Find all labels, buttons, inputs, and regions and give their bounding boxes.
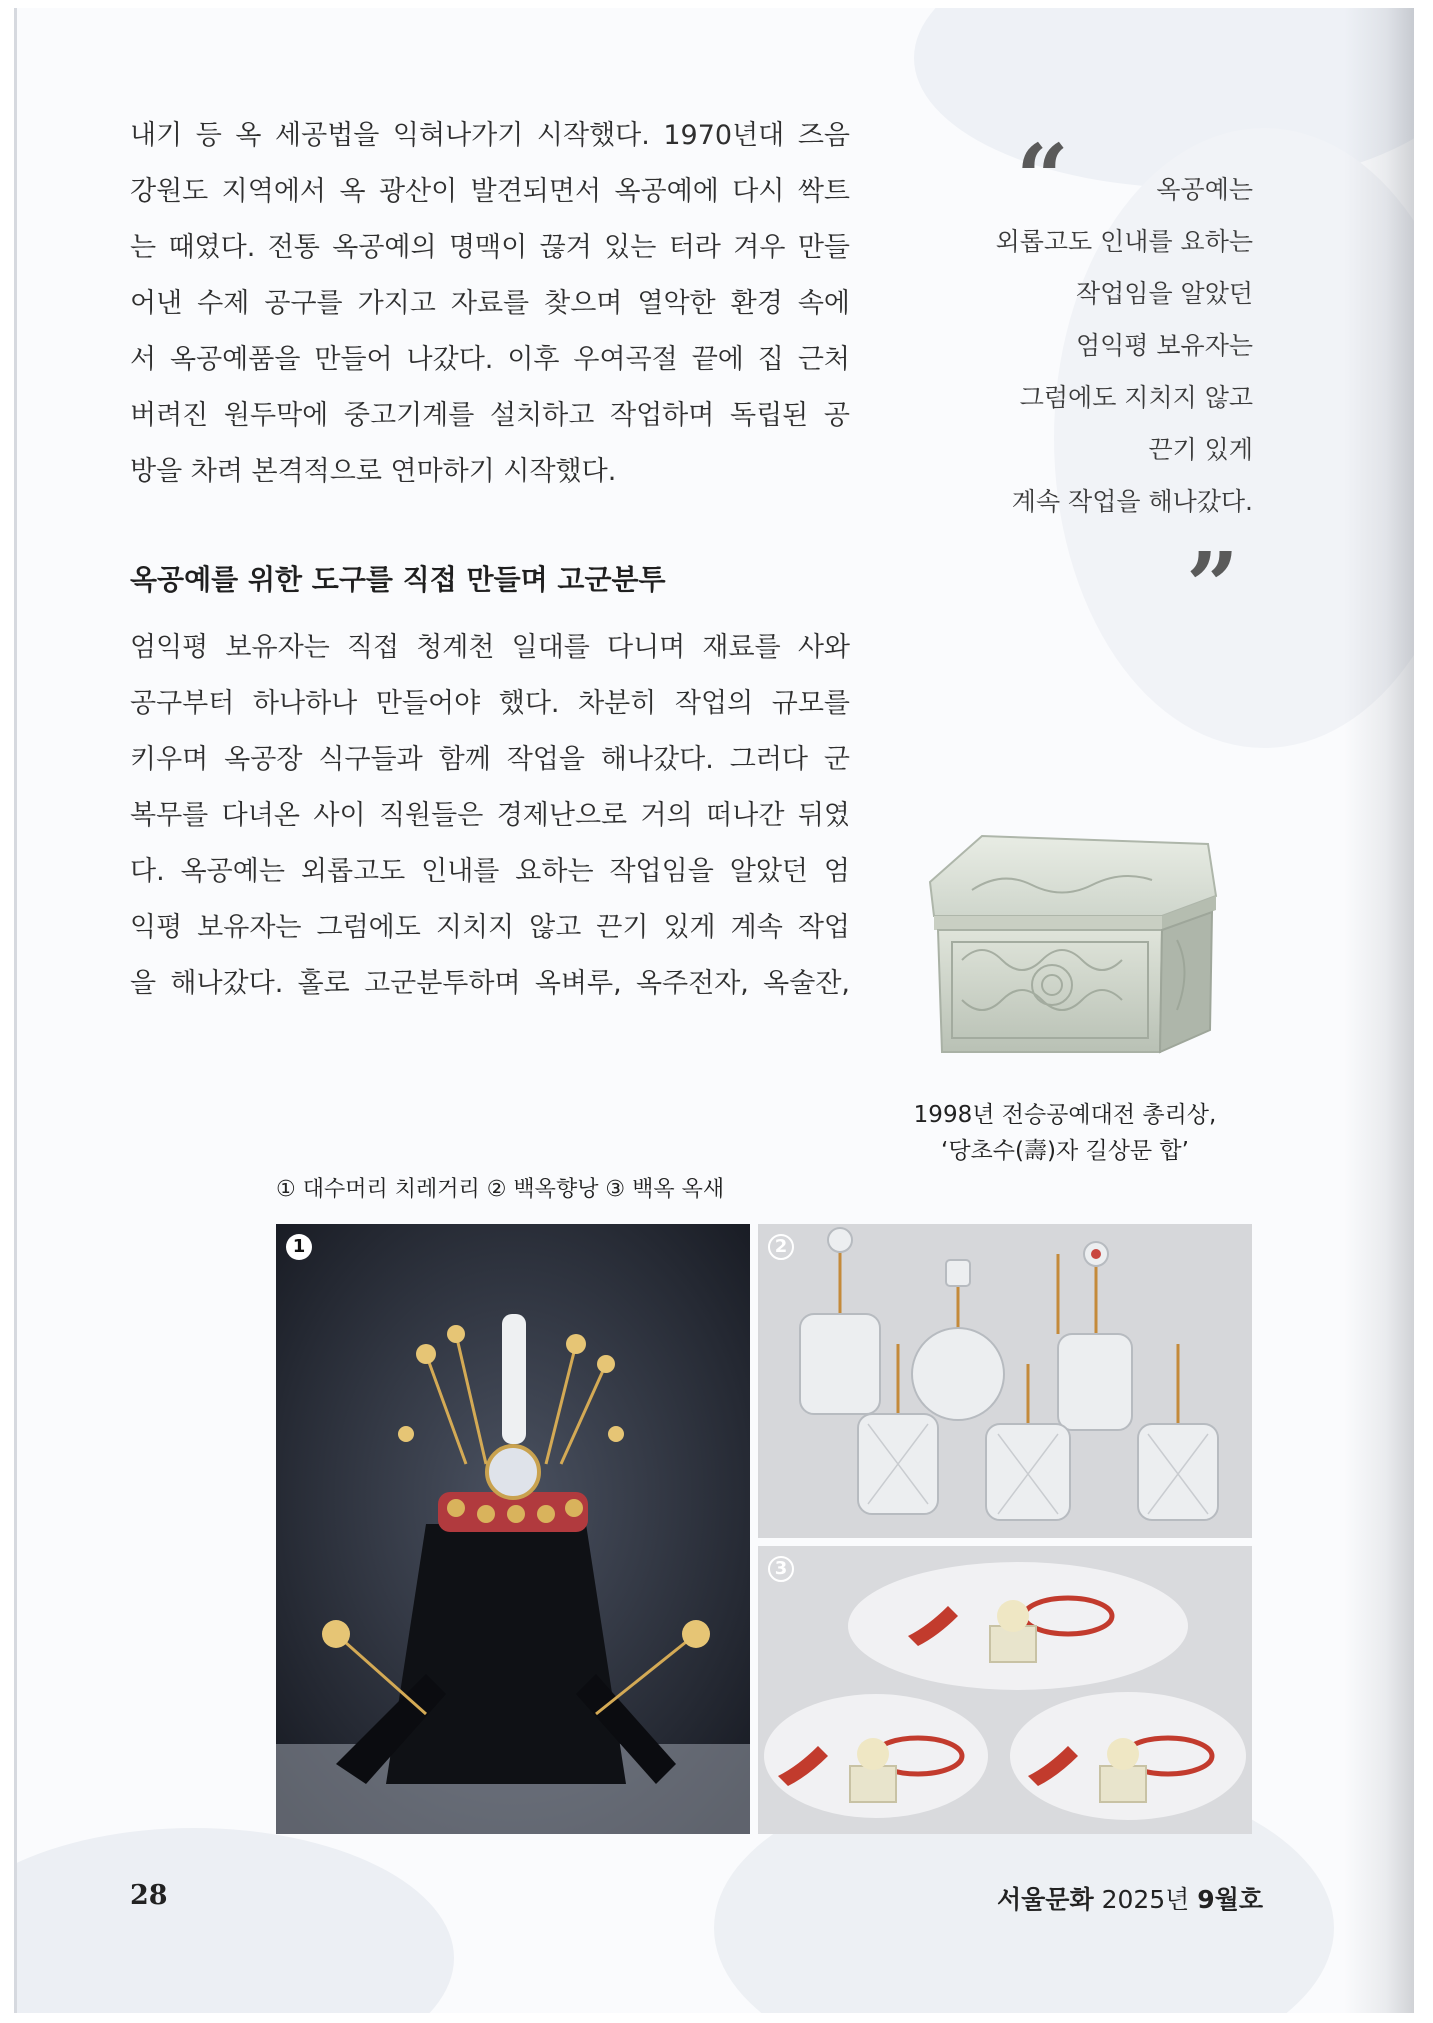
photo-number-badge: 2 bbox=[768, 1234, 794, 1260]
body-text-top bbox=[130, 108, 850, 500]
text-line: 엄익평 보유자는 직접 청계천 일대를 다니며 재료를 사와 bbox=[130, 632, 850, 663]
text-line: 강원도 지역에서 옥 광산이 발견되면서 옥공예에 다시 싹트 bbox=[130, 176, 850, 207]
pull-quote-line: 엄익평 보유자는 bbox=[1076, 331, 1253, 360]
photo-number-badge: 1 bbox=[286, 1234, 312, 1260]
photo-headdress bbox=[276, 1224, 750, 1834]
close-quote-mark: ” bbox=[1186, 532, 1239, 640]
text-line: 버려진 원두막에 중고기계를 설치하고 작업하며 독립된 공 bbox=[130, 400, 850, 431]
pull-quote-line: 계속 작업을 해나갔다. bbox=[1011, 487, 1253, 516]
text-line: 복무를 다녀온 사이 직원들은 경제난으로 거의 떠나간 뒤였 bbox=[130, 800, 850, 831]
page-spine-shadow bbox=[1344, 8, 1414, 2013]
body-text-bottom bbox=[130, 620, 850, 1012]
page-edge-line bbox=[14, 8, 17, 2013]
photo-caption: ① 대수머리 치레거리 ② 백옥향낭 ③ 백옥 옥새 bbox=[276, 1177, 725, 1202]
text-line: 다. 옥공예는 외롭고도 인내를 요하는 작업임을 알았던 엄 bbox=[130, 856, 850, 887]
pull-quote-line: 끈기 있게 bbox=[1148, 435, 1253, 464]
section-subheading: 옥공예를 위한 도구를 직접 만들며 고군분투 bbox=[130, 563, 666, 596]
page-number: 28 bbox=[130, 1880, 168, 1911]
photo-number-badge: 3 bbox=[768, 1556, 794, 1582]
text-line: 는 때였다. 전통 옥공예의 명맥이 끊겨 있는 터라 겨우 만들 bbox=[130, 232, 850, 263]
pull-quote-line: 외롭고도 인내를 요하는 bbox=[995, 227, 1253, 256]
box-caption bbox=[900, 1097, 1230, 1169]
background-blob bbox=[14, 1828, 454, 2013]
pull-quote-line: 그럼에도 지치지 않고 bbox=[1019, 383, 1253, 412]
text-line: 공구부터 하나하나 만들어야 했다. 차분히 작업의 규모를 bbox=[130, 688, 850, 719]
photo-jade-pendants bbox=[758, 1224, 1252, 1538]
text-line: 내기 등 옥 세공법을 익혀나가기 시작했다. 1970년대 즈음 bbox=[130, 120, 850, 151]
footer-year: 2025년 bbox=[1101, 1885, 1190, 1914]
pull-quote-line: 작업임을 알았던 bbox=[1076, 279, 1253, 308]
text-line: 키우며 옥공장 식구들과 함께 작업을 해나갔다. 그러다 군 bbox=[130, 744, 850, 775]
pull-quote bbox=[933, 164, 1253, 528]
text-line: 어낸 수제 공구를 가지고 자료를 찾으며 열악한 환경 속에 bbox=[130, 288, 850, 319]
text-line: 방을 차려 본격적으로 연마하기 시작했다. bbox=[130, 456, 617, 487]
footer-magazine-name: 서울문화 bbox=[997, 1885, 1094, 1914]
jade-box-image bbox=[912, 830, 1222, 1060]
text-line: 서 옥공예품을 만들어 나갔다. 이후 우여곡절 끝에 집 근처 bbox=[130, 344, 850, 375]
text-line: 익평 보유자는 그럼에도 지치지 않고 끈기 있게 계속 작업 bbox=[130, 912, 850, 943]
box-caption-line: 1998년 전승공예대전 총리상, bbox=[913, 1102, 1217, 1128]
footer-issue: 9월호 bbox=[1197, 1885, 1263, 1914]
text-line: 을 해나갔다. 홀로 고군분투하며 옥벼루, 옥주전자, 옥술잔, bbox=[130, 968, 850, 999]
footer-magazine-info bbox=[997, 1880, 1263, 1916]
pull-quote-line: 옥공예는 bbox=[1156, 175, 1253, 204]
photo-jade-seals bbox=[758, 1546, 1252, 1834]
open-quote-mark: “ bbox=[1016, 124, 1069, 232]
box-caption-line: ‘당초수(壽)자 길상문 합’ bbox=[941, 1138, 1189, 1164]
